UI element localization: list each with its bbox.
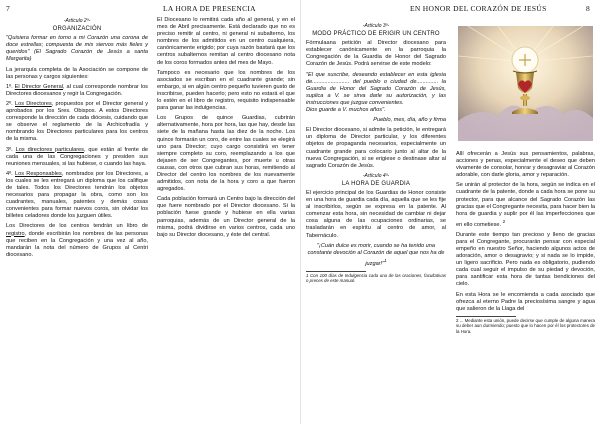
opening-quote: "Quisiera formar en torno a mi Corazón una corona de doce estrellas; compuesta de mis siervos más fieles y queridos" (El Sagrado Corazón de Jesús a santa Margarita) [6,35,148,63]
column-1 [6,17,148,262]
article-2-label: -Artículo 2º- [63,18,91,24]
paragraph-diocesan-report: El Diocesano lo remitirá cada año al general, y en el mes de Abril precisamente. Está declarado que no es preciso remitir al centro, ni general ni subalterno, los nombres de los admitidos en un centro cualquiera, canónicamente erigido; por cuya razón bastará que los centros subalternos remitan al centro diocesano nota de los coros formados antes del mes de Mayo. [157,17,295,66]
offering-paragraph: Allí ofrecerán a Jesús sus pensamientos, palabras, acciones y penas, especialmente el deseo que deben vivamente de consolar, honrar y desagraviar al Corazón adorable, con darle gloria, amor y reparación. [456,151,595,179]
guard-hour-paragraph: El ejercicio principal de los Guardias de Honor consiste en una hora de guardia cada día, aquella que se les fije al inscribirlos, según se expresa en la patente. Al comenzar esta hora, sin necesidad de cambiar ni dejar cosa alguna de las ocupaciones ordinarias, se trasladarán en espíritu al centro de amor, al Tabernáculo. [306,189,446,239]
column-4 [456,151,595,337]
article-4-title: LA HORA DE GUARDIA [341,180,411,187]
paragraph-population-center: Cada población formará un Centro bajo la dirección del que fuere nombrado por el Director diocesano. Si la población fuese grande y hubiese en ella varias parroquias, además de un Director general de la misma, podrá dividirse en varios centros, cada uno bajo su Director diocesano, y éste del central. [157,196,295,238]
registry-paragraph: Los Directores de los centros tendrán un libro de registro, donde escribirán los nombres de las personas que reciben en la Congregación y una vez al año, mandarán la nota del número de Grupos al Centri diocesano. [6,223,148,258]
protector-paragraph: Se unirán al protector de la hora, según se indica en el cuadrante de la patente, donde a cada hora se pone su protector, para que alcance del Sagrado Corazón las gracias que el Congregante necesita, para hacer bien la hora de guardia y suplir por él las imperfecciones que en ello cometiese. $^2$ [456,182,596,228]
closing-quote: "¡Cuán dulce es morir, cuando se ha tenido una constante devoción al Corazón de aquel que nos ha de juzgar!"$^1$ [307,242,445,267]
column-3 [306,22,446,287]
page-gutter [300,0,301,424]
footnote-1: 1 Con 100 días de Indulgencia cada una de las oraciones, facultativas o preces de este manual. [306,272,446,284]
blood-water-paragraph: En esta Hora se le encomienda a cada asociado que ofrezca al eterno Padre la preciosísima sangre y agua que salieron de la Llaga del [456,291,595,312]
footnote-rule [306,271,366,272]
paragraph-guard-groups: Los Grupos de quince Guardias, cubrirán alternativamente, hora por hora, las que hay, desde las siete de la mañana hasta las diez de la noche. Los quince formarán un coro, de entre las cuales se elegirá uno para Director; cuyo cargo consistirá en tener siempre completo su coro, reemplazando a los que dejasen de ser Congregantes, por muerte u otras causas, con otros que cubran sus horas, remitiendo al Director del centro los nombres de los nuevamente admitidos, con nota de la hora y coro a que fueron agregados. [157,115,295,193]
left-page-number: 7 [6,4,11,13]
item-3: 3º. Los directores particulares, que están al frente de cada una de las Congregaciones y presiden sus reuniones mensuales, si las hubiese, o cuando las haya. [6,146,148,167]
right-running-title: EN HONOR DEL CORAZÓN DE JESÚS [410,4,547,13]
precious-time-paragraph: Durante este tiempo tan precioso y lleno de gracias para el Congregante, procurarán pensar con especial empeño en nuestro Señor, haciendo algunos actos de adoración, amor o desagravio; y si nada se lo impide, un ligero sacrificio. Pero nada es obligatorio, pudiendo cada cual seguir el impulso de su piedad y devoción, para santificar esta hora de tantas bendiciones del cielo. [456,231,595,288]
item-2: 2º. Los Directores, propuestos por el Director general y aprobados por los Sres. Obispos. A estos Directores corresponde la dirección de cada diócesis, cuidando que se observe el reglamento de la Archicofradía y nombrando los Directores particulares para los centros de la misma. [6,100,148,143]
right-page-number: 8 [586,4,591,13]
article-4-label: -Artículo 4º- [362,172,390,179]
hierarchy-intro: La jerarquía completa de la Asociación se compone de las personas y cargos siguientes: [6,66,148,80]
item-1: 1º. El Director General, al cual corresponde nombrar los Directores diocesanos y regir la Congregación. [6,83,148,97]
footnote-rule-2 [456,316,516,317]
petition-paragraph: Fórmulaana petición al Director diocesano para establecer canónicamente en la parroquia la Congregación de la Guardia de Honor del Sagrado Corazón de Jesús. Podrá servirse de este modelo: [306,40,446,68]
article-3-label: -Artículo 3º- [362,23,390,29]
article-2-title: ORGANIZACIÓN [52,26,102,33]
petition-letter: "El que suscribe, deseando establecer en esta iglesia de........................ del pueblo o ciudad de.............. la Guardia de Honor del Sagrado Corazón de Jesús, suplica a V. se sirva darle su autorización, y las instrucciones que juzgue convenientes. Dios guarde a V. muchos años". [306,71,446,114]
footnote-2: 2 ... Mediante esta unión, puede decirse que cumple de alguna manera su deber aun durmiendo; puesto que lo hacen por él los protectores de la Hora. [456,317,595,334]
diploma-paragraph: El Director diocesano, si admite la petición, le entregará un diploma de Director particular, y los diferentes objetos de propaganda necesarios, especialmente un cuadrante grande para colocario junto al altar de la nueva Congregación, si se erigiese o destinase altar al sagrado Corazón de Jesús. [306,127,446,169]
column-2 [157,17,295,242]
left-running-title: LA HORA DE PRESENCIA [163,4,256,13]
item-4: 4º. Los Responsables, nombrados por los Directores, a los cuales se les entregará un diploma que los califique de tales. Todos los Directores tendrán los objetos necesarios para propagar la obra, como son los cuadrantes, manuales, patentes y demás cosas convenientes para formar nuevos coros, sin olvidar los billetes celadores donde los juzguen útiles. [6,170,149,220]
paragraph-registry-book: Tampoco es necesario que los nombres de los asociados se escriban en el cuadrante grande; sin embargo, si en algún centro pequeño tuvieren gusto de inscribirse, pueden hacerlo; pero esto no estará el que lo estén en el libro de registro, requisito indispensable para ganar las indulgencias. [157,69,295,112]
petition-signature: Pueblo, mes, día, año y firma [373,117,446,124]
sacred-heart-chalice-image [458,26,593,141]
article-3-title: MODO PRÁCTICO DE ERIGIR UN CENTRO [312,31,440,38]
